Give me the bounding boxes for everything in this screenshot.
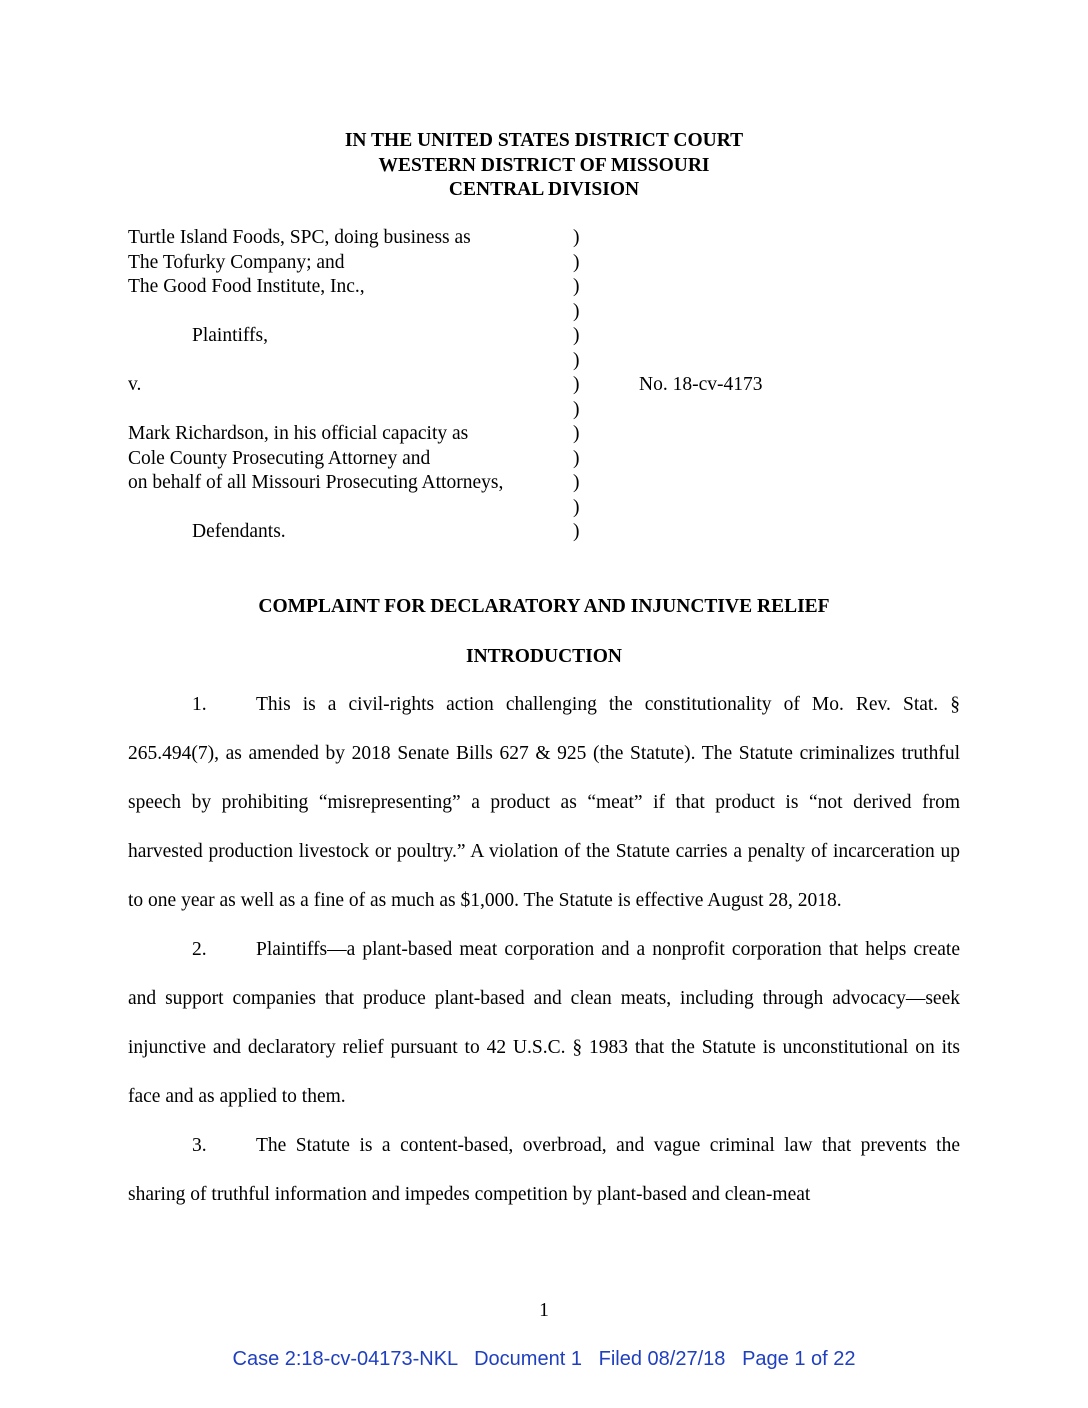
caption-paren: ) <box>573 251 580 273</box>
paragraph <box>128 680 960 925</box>
caption-paren: ) <box>573 496 580 518</box>
document-title: COMPLAINT FOR DECLARATORY AND INJUNCTIVE RELIEF <box>258 596 830 617</box>
court-header <box>0 129 1088 203</box>
caption-paren: ) <box>573 472 580 493</box>
plaintiff-line: Turtle Island Foods, SPC, doing business as <box>128 227 471 248</box>
case-number: No. 18-cv-4173 <box>639 374 763 395</box>
defendant-line: Cole County Prosecuting Attorney and <box>128 447 431 469</box>
caption-paren: ) <box>573 521 580 542</box>
paragraph-number: 2. <box>192 939 207 960</box>
defendant-line: on behalf of all Missouri Prosecuting Attorneys, <box>128 472 504 493</box>
section-heading: INTRODUCTION <box>465 646 623 667</box>
versus-label: v. <box>128 374 142 395</box>
stamp-page: Page 1 of 22 <box>742 1348 856 1370</box>
caption-paren: ) <box>573 300 580 322</box>
stamp-case: Case 2:18-cv-04173-NKL <box>232 1348 458 1370</box>
plaintiff-line: The Good Food Institute, Inc., <box>128 276 365 297</box>
plaintiff-line: The Tofurky Company; and <box>128 251 345 273</box>
document-body <box>128 680 960 1219</box>
paragraph <box>128 925 960 1121</box>
plaintiffs-label: Plaintiffs, <box>192 325 269 346</box>
caption-paren: ) <box>573 227 580 248</box>
district-name: WESTERN DISTRICT OF MISSOURI <box>378 154 710 176</box>
division-name: CENTRAL DIVISION <box>448 179 640 200</box>
paragraph-text: This is a civil-rights action challenging the constitutionality of Mo. Rev. Stat. § 265.494(7), as amended by 2018 Senate Bills 627 & 925 (the Statute). The Statute criminalizes truthful speech by prohibiting “misrepresenting” a product as “meat” if that product is “not derived from harvested production livestock or poultry.” A violation of the Statute carries a penalty of incarceration up to one year as well as a fine of as much as $1,000. The Statute is effective August 28, 2018. <box>128 694 960 911</box>
paragraph-number: 3. <box>192 1135 207 1156</box>
caption-paren: ) <box>573 276 580 297</box>
defendant-line: Mark Richardson, in his official capacity as <box>128 423 469 444</box>
paragraph-text: The Statute is a content-based, overbroad, and vague criminal law that prevents the sharing of truthful information and impedes competition by plant-based and clean-meat <box>128 1135 960 1205</box>
caption-paren: ) <box>573 374 580 395</box>
stamp-filed: Filed 08/27/18 <box>598 1348 726 1370</box>
caption-paren: ) <box>573 349 580 371</box>
paragraph-number: 1. <box>192 694 207 715</box>
stamp-document: Document 1 <box>474 1348 582 1370</box>
caption-paren: ) <box>573 423 580 444</box>
caption-paren: ) <box>573 447 580 469</box>
paragraph-text: Plaintiffs—a plant-based meat corporation and a nonprofit corporation that helps create and support companies that produce plant-based and clean meats, including through advocacy—seek injunctive and declaratory relief pursuant to 42 U.S.C. § 1983 that the Statute is unconstitutional on its face and as applied to them. <box>128 939 960 1107</box>
court-name: IN THE UNITED STATES DISTRICT COURT <box>344 130 744 151</box>
paragraph <box>128 1121 960 1219</box>
caption-paren: ) <box>573 325 580 346</box>
caption-paren: ) <box>573 398 580 420</box>
page-number: 1 <box>539 1300 549 1321</box>
defendants-label: Defendants. <box>192 521 286 542</box>
filing-stamp <box>0 1347 1088 1371</box>
